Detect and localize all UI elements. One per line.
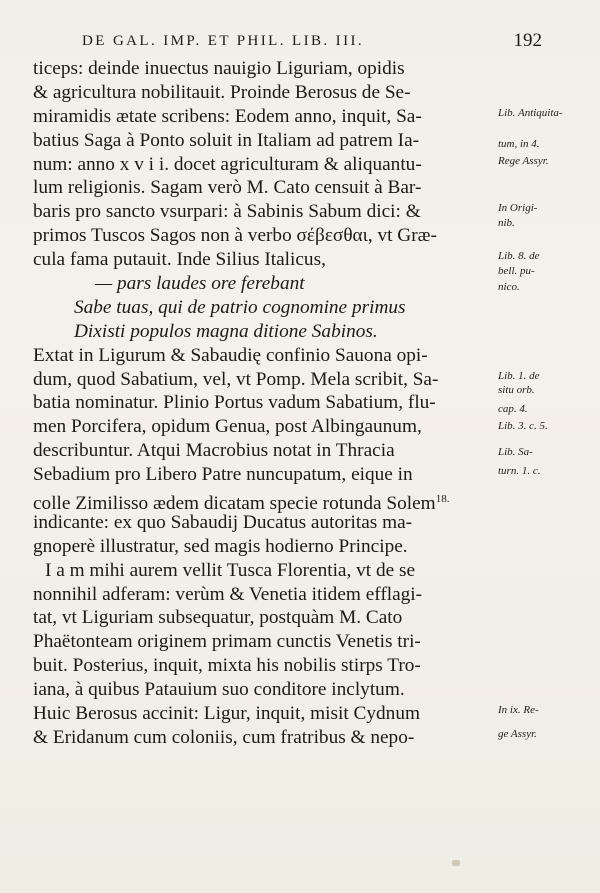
marginal-note: turn. 1. c. (498, 465, 541, 478)
text-line-content: miramidis ætate scribens: Eodem anno, inquit, Sa- (33, 105, 422, 127)
text-line-content: Huic Berosus accinit: Ligur, inquit, misit Cydnum (33, 703, 420, 725)
text-line (33, 559, 493, 583)
text-line (33, 224, 493, 248)
marginal-note: bell. pu- (498, 264, 535, 277)
marginal-note: nib. (498, 216, 515, 229)
marginal-note: Lib. Sa- (498, 446, 533, 459)
text-line (33, 105, 493, 129)
page-header (82, 30, 542, 55)
note-reference: 18. (435, 493, 450, 506)
text-line (33, 129, 493, 153)
text-line-content: lum religionis. Sagam verò M. Cato censuit à Bar- (33, 177, 422, 199)
text-line (33, 176, 493, 200)
text-line-content: colle Zimilisso ædem dicatam specie rotunda Solem (33, 493, 436, 515)
text-line (33, 463, 493, 487)
text-line (33, 487, 493, 515)
text-line-content: Phaëtonteam originem primam cunctis Venetis tri- (33, 631, 421, 653)
text-line-content: tat, vt Liguriam subsequatur, postquàm M. Cato (33, 607, 403, 629)
text-line-content: Sabe tuas, qui de patrio cognomine primus (74, 296, 406, 318)
marginal-note: In Origi- (498, 202, 538, 215)
text-line-content: iana, à quibus Patauium suo conditore inclytum. (33, 679, 405, 701)
text-line (33, 415, 493, 439)
text-line (33, 678, 493, 702)
text-line (33, 368, 493, 392)
text-line-content: nonnihil adferam: verùm & Venetia itidem efflagi- (33, 583, 423, 605)
text-line (33, 726, 493, 750)
text-line (33, 606, 493, 630)
text-line (33, 272, 493, 296)
running-title: DE GAL. IMP. ET PHIL. LIB. III. (82, 33, 365, 49)
text-line-content: baris pro sancto vsurpari: à Sabinis Sabum dici: & (33, 201, 421, 223)
text-line-content: & agricultura nobilitauit. Proinde Berosus de Se- (33, 81, 411, 103)
text-line (33, 702, 493, 726)
marginal-note: Lib. 8. de (498, 250, 540, 263)
text-line-content: batia nominatur. Plinio Portus vadum Sabatium, flu- (33, 392, 436, 414)
text-line-content: men Porcifera, opidum Genua, post Albingaunum, (33, 416, 422, 438)
text-line (33, 511, 493, 535)
text-line-content: dum, quod Sabatium, vel, vt Pomp. Mela scribit, Sa- (33, 368, 439, 390)
text-line-content: & Eridanum cum coloniis, cum fratribus & nepo- (33, 726, 415, 748)
page-number: 192 (513, 30, 542, 51)
text-line (33, 57, 493, 81)
marginal-note: situ orb. (498, 384, 535, 397)
text-line-content: buit. Posterius, inquit, mixta his nobilis stirps Tro- (33, 655, 421, 677)
text-line (33, 654, 493, 678)
text-line (33, 344, 493, 368)
text-line-content: Extat in Ligurum & Sabaudię confinio Sauona opi- (33, 344, 428, 366)
marginal-note: nico. (498, 281, 520, 294)
text-line-content: primos Tuscos Sagos non à verbo σέβεσθαι, vt Græ- (33, 225, 437, 247)
marginal-note: Lib. Antiquita- (498, 106, 563, 119)
marginal-note: cap. 4. (498, 403, 528, 416)
marginal-note: Lib. 1. de (498, 369, 540, 382)
text-line-content: cula fama putauit. Inde Silius Italicus, (33, 249, 326, 271)
marginal-note: In ix. Re- (498, 704, 539, 717)
page-mark (452, 860, 460, 866)
text-line (33, 630, 493, 654)
text-line-content: describuntur. Atqui Macrobius notat in Thracia (33, 440, 395, 462)
text-line (33, 81, 493, 105)
text-line (33, 296, 493, 320)
text-line (33, 439, 493, 463)
text-line (33, 248, 493, 272)
text-line (33, 200, 493, 224)
text-line-content: — pars laudes ore ferebant (95, 273, 305, 295)
text-line (33, 153, 493, 177)
text-block (33, 57, 493, 750)
marginal-note: tum, in 4. (498, 137, 540, 150)
text-line-content: I a m mihi aurem vellit Tusca Florentia, vt de se (45, 559, 416, 581)
text-line (33, 535, 493, 559)
marginal-note: Lib. 3. c. 5. (498, 419, 548, 432)
marginal-note: ge Assyr. (498, 728, 537, 741)
text-line (33, 320, 493, 344)
text-line-content: num: anno x v i i. docet agriculturam & aliquantu- (33, 153, 422, 175)
text-line-content: Dixisti populos magna ditione Sabinos. (74, 320, 378, 342)
marginal-note: Rege Assyr. (498, 154, 549, 167)
text-line-content: Sebadium pro Libero Patre nuncupatum, eique in (33, 464, 413, 486)
text-line (33, 391, 493, 415)
text-line-content: indicante: ex quo Sabaudij Ducatus autoritas ma- (33, 511, 413, 533)
text-line (33, 583, 493, 607)
text-line-content: gnoperè illustratur, sed magis hodierno Principe. (33, 535, 408, 557)
text-line-content: ticeps: deinde inuectus nauigio Liguriam, opidis (33, 58, 405, 79)
text-line-content: batius Saga à Ponto soluit in Italiam ad patrem Ia- (33, 129, 420, 151)
